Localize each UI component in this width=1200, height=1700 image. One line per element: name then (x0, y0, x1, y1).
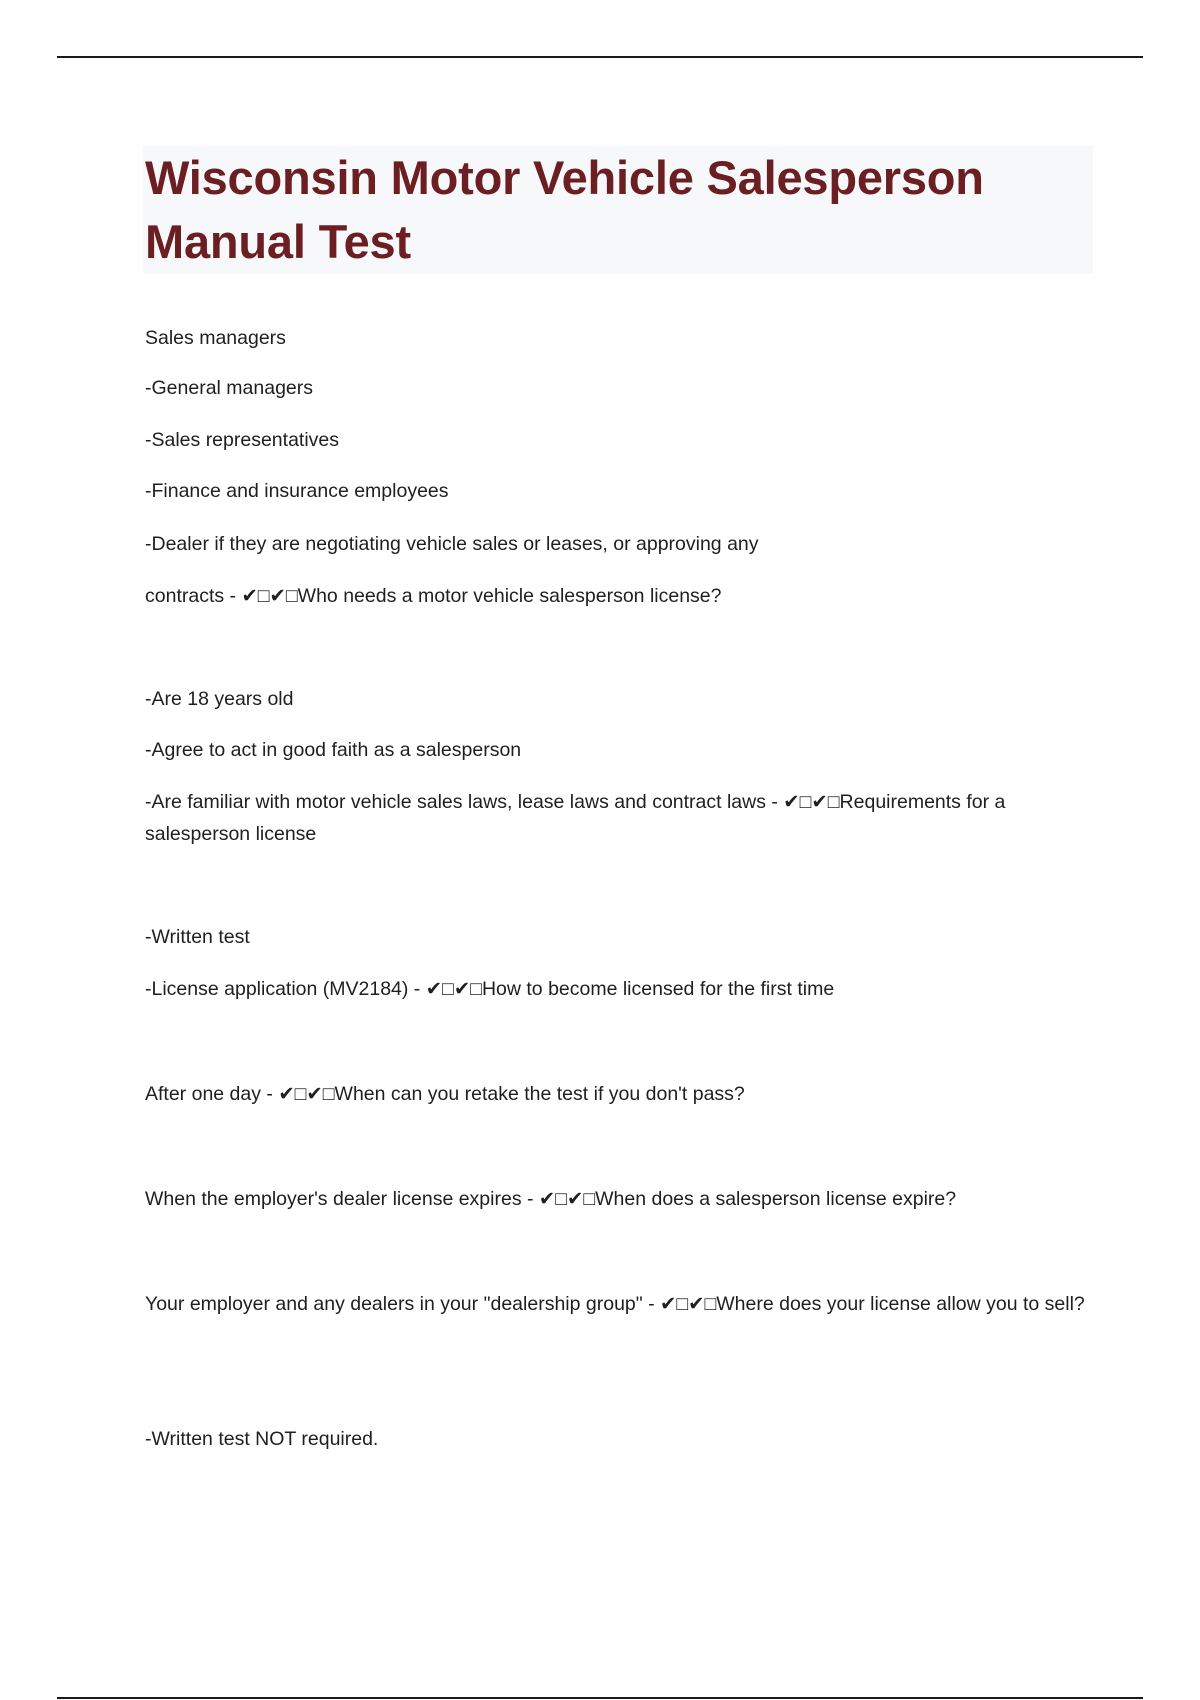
text-line: -Written test (145, 926, 250, 948)
qa-line: When the employer's dealer license expires - ✔□✔□When does a salesperson license expire? (145, 1188, 957, 1210)
bottom-rule (57, 1697, 1143, 1699)
title-banner (143, 146, 1093, 274)
document-title: Wisconsin Motor Vehicle Salesperson Manual Test (145, 151, 984, 268)
text-line: -Are 18 years old (145, 688, 294, 710)
text-line: Sales managers (145, 327, 286, 349)
qa-line: -Are familiar with motor vehicle sales laws, lease laws and contract laws - ✔□✔□Requirements for a salesperson license (145, 791, 1006, 845)
qa-line: -License application (MV2184) - ✔□✔□How to become licensed for the first time (145, 978, 835, 1000)
text-line: -Sales representatives (145, 429, 340, 451)
text-line: -Agree to act in good faith as a salesperson (145, 739, 522, 761)
qa-line: After one day - ✔□✔□When can you retake the test if you don't pass? (145, 1083, 745, 1105)
top-rule (57, 56, 1143, 58)
qa-line: contracts - ✔□✔□Who needs a motor vehicle salesperson license? (145, 585, 722, 607)
qa-line: Your employer and any dealers in your "dealership group" - ✔□✔□Where does your license allow you to sell? (145, 1293, 1085, 1315)
text-line: -General managers (145, 377, 313, 399)
text-line: -Finance and insurance employees (145, 480, 449, 502)
text-line: -Dealer if they are negotiating vehicle sales or leases, or approving any (145, 533, 759, 555)
text-line: -Written test NOT required. (145, 1428, 379, 1450)
